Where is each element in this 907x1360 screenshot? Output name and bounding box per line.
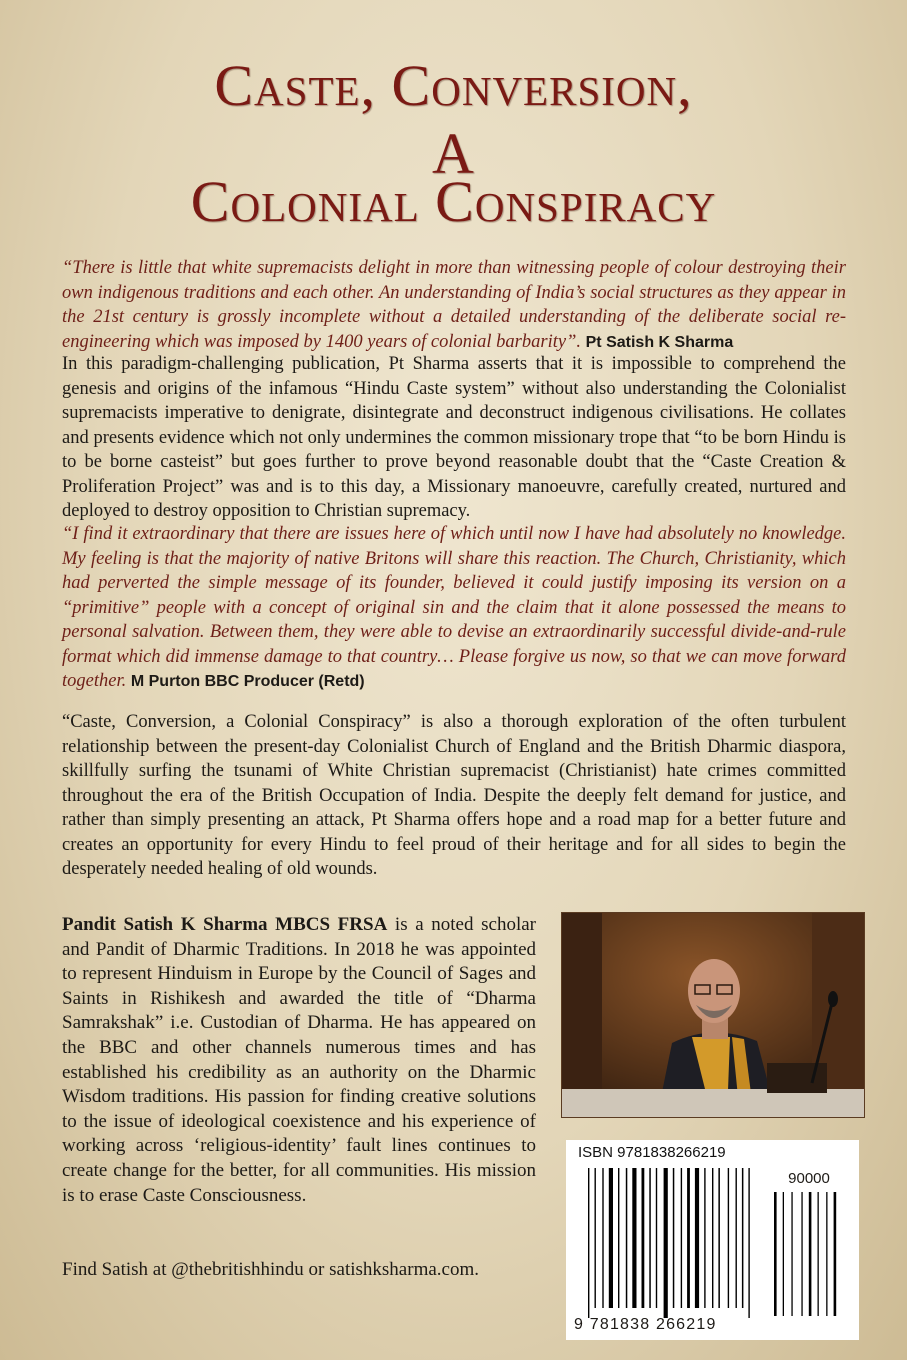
barcode-bar [728, 1168, 729, 1308]
addon-bar [801, 1192, 802, 1316]
price-addon-number: 90000 [788, 1170, 830, 1187]
barcode-bar [681, 1168, 682, 1308]
barcode-bar [609, 1168, 613, 1308]
endorsement-quote-text: “I find it extraordinary that there are issues here of which until now I have had absolutely no knowledge. My feeling is that the majority of native Britons will share this reaction. The Church, Christianity, which had perverted the simple message of its founder, believed it could justify imposing its version on a “primitive” people with a concept of original sin and the claim that it alone possessed the means to personal salvation. Between them, they were able to devise an extraordinarily successful divide-and-rule format which did immense damage to that country… Please forgive us now, so that we can move forward together. [62, 524, 846, 691]
barcode-bar [664, 1168, 668, 1318]
barcode-bar [718, 1168, 720, 1308]
barcode-bar [687, 1168, 690, 1308]
barcode-bar [642, 1168, 645, 1308]
description-paragraph-1: In this paradigm-challenging publication, Pt Sharma asserts that it is impossible to comprehend the genesis and origins of the infamous “Hindu Caste system” without also understanding the Colonialist supremacists imperative to denigrate, disintegrate and deconstruct indigenous civilisations. He collates and presents evidence which not only undermines the common missionary trope that “to be born Hindu is to be borne casteist” but goes further to prove beyond reasonable doubt that the “Caste Creation & Proliferation Project” was and is to this day, a Missionary manoeuvre, carefully created, nurtured and deployed to destroy opposition to Christian supremacy. [62, 354, 846, 521]
barcode-bar [748, 1168, 749, 1318]
endorsement-quote [62, 522, 846, 695]
addon-bar [783, 1192, 784, 1316]
barcode-bar [595, 1168, 596, 1308]
author-bio-text: is a noted scholar and Pandit of Dharmic Traditions. In 2018 he was appointed to represent Hinduism in Europe by the Council of Sages and Saints in Rishikesh and awarded the title of “Dharma Samrakshak” i.e. Custodian of Dharma. He has appeared on the BBC and other channels numerous times and has established his credibility as an authority on the Dharmic Wisdom traditions. His passion for finding creative solutions to the issue of ideological coexistence and his experience of working across ‘religious-identity’ fault lines continues to create change for the better, for all communities. His mission is to erase Caste Consciousness. [62, 914, 536, 1206]
title-line-1: Caste, Conversion, [214, 53, 693, 118]
barcode-bar [649, 1168, 651, 1308]
barcode-bar [626, 1168, 628, 1308]
barcode-bar [673, 1168, 675, 1308]
endorsement-quote-attribution: M Purton BBC Producer (Retd) [130, 673, 365, 690]
opening-quote [62, 256, 846, 355]
addon-bar [826, 1192, 827, 1316]
author-contact: Find Satish at @thebritishhindu or satishksharma.com. [62, 1259, 479, 1280]
barcode-bar [588, 1168, 589, 1318]
barcode-bar [602, 1168, 603, 1308]
addon-bar [809, 1192, 812, 1316]
title-line-2: A [432, 121, 475, 186]
description-paragraph-2: “Caste, Conversion, a Colonial Conspiracy” is also a thorough exploration of the often turbulent relationship between the present-day Colonialist Church of England and the British Dharmic diaspora, skillfully surfing the tsunami of White Christian supremacist (Christianist) hate crimes committed throughout the era of the British Occupation of India. Despite the deeply felt demand for justice, and rather than simply presenting an attack, Pt Sharma offers hope and a road map for a better future and creates an opportunity for every Hindu to feel proud of their heritage and for all sides to begin the desperately needed healing of old wounds. [62, 712, 846, 879]
barcode-digits: 9 781838 266219 [574, 1316, 717, 1333]
barcode-bar [742, 1168, 744, 1308]
addon-bar [774, 1192, 777, 1316]
barcode-bar [736, 1168, 737, 1308]
barcode-bar [656, 1168, 657, 1308]
barcode-bar [632, 1168, 636, 1308]
title-line-3: Colonial Conspiracy [190, 169, 717, 234]
barcode-bar [712, 1168, 713, 1308]
addon-bar [791, 1192, 792, 1316]
barcode-graphic [566, 1140, 859, 1340]
addon-bar [818, 1192, 819, 1316]
barcode-bar [704, 1168, 705, 1308]
author-bio [62, 913, 536, 1208]
author-photo-illustration [562, 913, 864, 1117]
barcode-bar [618, 1168, 619, 1308]
barcode-box [566, 1140, 859, 1340]
author-photo [561, 912, 865, 1118]
opening-quote-text: “There is little that white supremacists delight in more than witnessing people of colour destroying their own indigenous traditions and each other. An understanding of India’s social structures as they appear in the 21st century is grossly incomplete without a detailed understanding of the deliberate social re-engineering which was imposed by 1400 years of colonial barbarity”. [62, 258, 846, 352]
opening-quote-attribution: Pt Satish K Sharma [585, 333, 734, 351]
barcode-bar [695, 1168, 699, 1308]
author-name: Pandit Satish K Sharma MBCS FRSA [62, 914, 388, 935]
addon-bar [834, 1192, 837, 1316]
isbn-label: ISBN 9781838266219 [578, 1144, 726, 1161]
